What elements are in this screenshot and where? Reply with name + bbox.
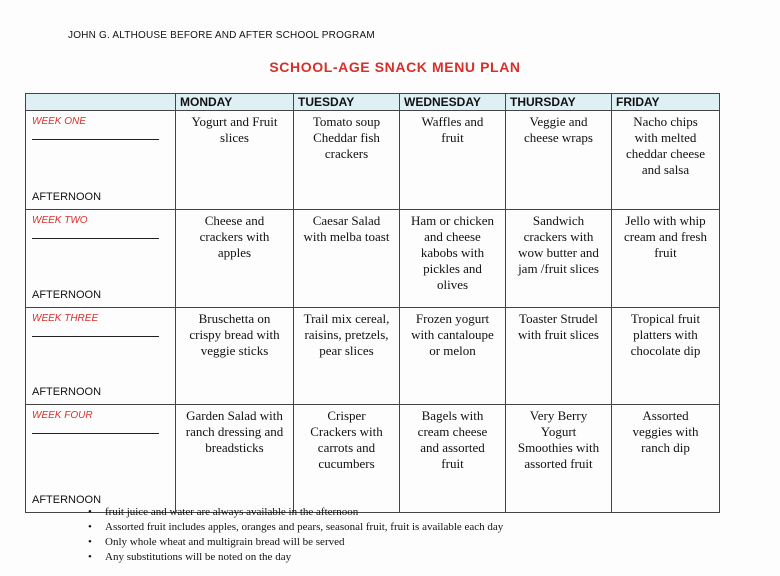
menu-cell (400, 405, 506, 513)
week-label: WEEK ONE (32, 116, 86, 127)
menu-cell (612, 210, 720, 308)
menu-item-line: Nacho chips (633, 114, 698, 129)
week-cell (26, 308, 176, 405)
menu-item-line: raisins, pretzels, (304, 327, 389, 342)
menu-item-line: pear slices (319, 343, 374, 358)
menu-cell (612, 308, 720, 405)
week-cell (26, 210, 176, 308)
menu-item-line: veggie sticks (200, 343, 269, 358)
menu-item-line: fruit (654, 245, 677, 260)
week-row (26, 111, 720, 210)
menu-cell (294, 210, 400, 308)
menu-cell (294, 111, 400, 210)
menu-item-line: fruit (441, 456, 464, 471)
week-label: WEEK TWO (32, 215, 88, 226)
note-item: • Assorted fruit includes apples, oranges and pears, seasonal fruit, fruit is available each day (88, 520, 503, 535)
afternoon-label: AFTERNOON (32, 191, 102, 203)
menu-item-line: crispy bread with (189, 327, 280, 342)
menu-item-line: Very Berry (529, 408, 588, 423)
afternoon-label: AFTERNOON (32, 494, 102, 506)
menu-item-line: breadsticks (205, 440, 264, 455)
menu-item-line: pickles and (423, 261, 482, 276)
week-label: WEEK THREE (32, 313, 99, 324)
afternoon-label: AFTERNOON (32, 386, 102, 398)
note-item: • fruit juice and water are always available in the afternoon (88, 505, 503, 520)
day-header: FRIDAY (612, 94, 720, 111)
note-item: • Only whole wheat and multigrain bread will be served (88, 535, 503, 550)
menu-item-line: Trail mix cereal, (303, 311, 390, 326)
menu-cell (294, 405, 400, 513)
menu-item-line: crackers (324, 146, 369, 161)
menu-cell (176, 308, 294, 405)
menu-item-line: cream cheese (417, 424, 488, 439)
menu-item-line: Yogurt and Fruit (191, 114, 278, 129)
blank-line (32, 238, 159, 239)
menu-item-line: ranch dressing and (185, 424, 284, 439)
menu-cell (400, 308, 506, 405)
day-header: WEDNESDAY (400, 94, 506, 111)
page-title: SCHOOL-AGE SNACK MENU PLAN (269, 59, 521, 75)
menu-item-line: Yogurt (540, 424, 577, 439)
menu-item-line: and salsa (641, 162, 690, 177)
week-cell (26, 111, 176, 210)
program-name: JOHN G. ALTHOUSE BEFORE AND AFTER SCHOOL PROGRAM (68, 30, 375, 41)
menu-item-line: ranch dip (641, 440, 690, 455)
menu-item-line: Cheddar fish (313, 130, 380, 145)
snack-menu-table (25, 93, 720, 513)
menu-item-line: Cheese and (204, 213, 265, 228)
menu-item-line: or melon (429, 343, 476, 358)
afternoon-label: AFTERNOON (32, 289, 102, 301)
menu-cell (506, 111, 612, 210)
blank-line (32, 139, 159, 140)
menu-item-line: crackers with (523, 229, 594, 244)
day-header: MONDAY (176, 94, 294, 111)
menu-cell (400, 111, 506, 210)
menu-item-line: with fruit slices (518, 327, 599, 342)
menu-cell (176, 210, 294, 308)
menu-item-line: and cheese (424, 229, 481, 244)
menu-item-line: assorted fruit (524, 456, 593, 471)
menu-item-line: apples (217, 245, 252, 260)
week-row (26, 210, 720, 308)
menu-item-line: Bruschetta on (198, 311, 271, 326)
menu-item-line: Crisper (327, 408, 366, 423)
menu-item-line: Toaster Strudel (519, 311, 598, 326)
menu-item-line: crackers with (199, 229, 270, 244)
menu-item-line: cucumbers (318, 456, 375, 471)
week-label: WEEK FOUR (32, 410, 93, 421)
header-row (26, 94, 720, 111)
menu-item-line: Ham or chicken (410, 213, 495, 228)
menu-item-line: Assorted (642, 408, 689, 423)
menu-item-line: with melted (634, 130, 697, 145)
menu-item-line: wow butter and (518, 245, 599, 260)
menu-item-line: with melba toast (303, 229, 390, 244)
menu-cell (400, 210, 506, 308)
note-item: • Any substitutions will be noted on the day (88, 550, 503, 565)
day-header: THURSDAY (506, 94, 612, 111)
menu-item-line: Tomato soup (312, 114, 381, 129)
menu-item-line: with cantaloupe (411, 327, 494, 342)
menu-item-line: chocolate dip (630, 343, 701, 358)
menu-item-line: Crackers with (310, 424, 383, 439)
menu-item-line: and assorted (420, 440, 485, 455)
menu-cell (612, 111, 720, 210)
menu-item-line: Jello with whip (625, 213, 706, 228)
menu-item-line: olives (436, 277, 469, 292)
week-cell (26, 405, 176, 513)
week-row (26, 405, 720, 513)
menu-item-line: platters with (633, 327, 698, 342)
menu-item-line: Bagels with (421, 408, 484, 423)
menu-item-line: Smoothies with (517, 440, 600, 455)
menu-item-line: cream and fresh (623, 229, 707, 244)
menu-item-line: Veggie and (529, 114, 588, 129)
menu-cell (506, 405, 612, 513)
menu-cell (176, 111, 294, 210)
blank-line (32, 336, 159, 337)
menu-cell (294, 308, 400, 405)
menu-item-line: Tropical fruit (630, 311, 701, 326)
menu-item-line: Sandwich (532, 213, 585, 228)
menu-cell (612, 405, 720, 513)
menu-item-line: Frozen yogurt (415, 311, 490, 326)
menu-item-line: veggies with (632, 424, 699, 439)
menu-item-line: cheese wraps (524, 130, 593, 145)
day-header: TUESDAY (294, 94, 400, 111)
menu-item-line: carrots and (317, 440, 376, 455)
week-row (26, 308, 720, 405)
menu-cell (506, 308, 612, 405)
menu-item-line: slices (220, 130, 249, 145)
menu-item-line: jam /fruit slices (518, 261, 599, 276)
menu-item-line: kabobs with (420, 245, 485, 260)
menu-item-line: fruit (441, 130, 464, 145)
menu-cell (176, 405, 294, 513)
menu-item-line: Waffles and (421, 114, 484, 129)
menu-item-line: Caesar Salad (312, 213, 381, 228)
blank-line (32, 433, 159, 434)
menu-cell (506, 210, 612, 308)
menu-item-line: cheddar cheese (625, 146, 706, 161)
corner-cell (26, 94, 176, 111)
menu-item-line: Garden Salad with (186, 408, 283, 423)
notes-list (88, 505, 503, 565)
